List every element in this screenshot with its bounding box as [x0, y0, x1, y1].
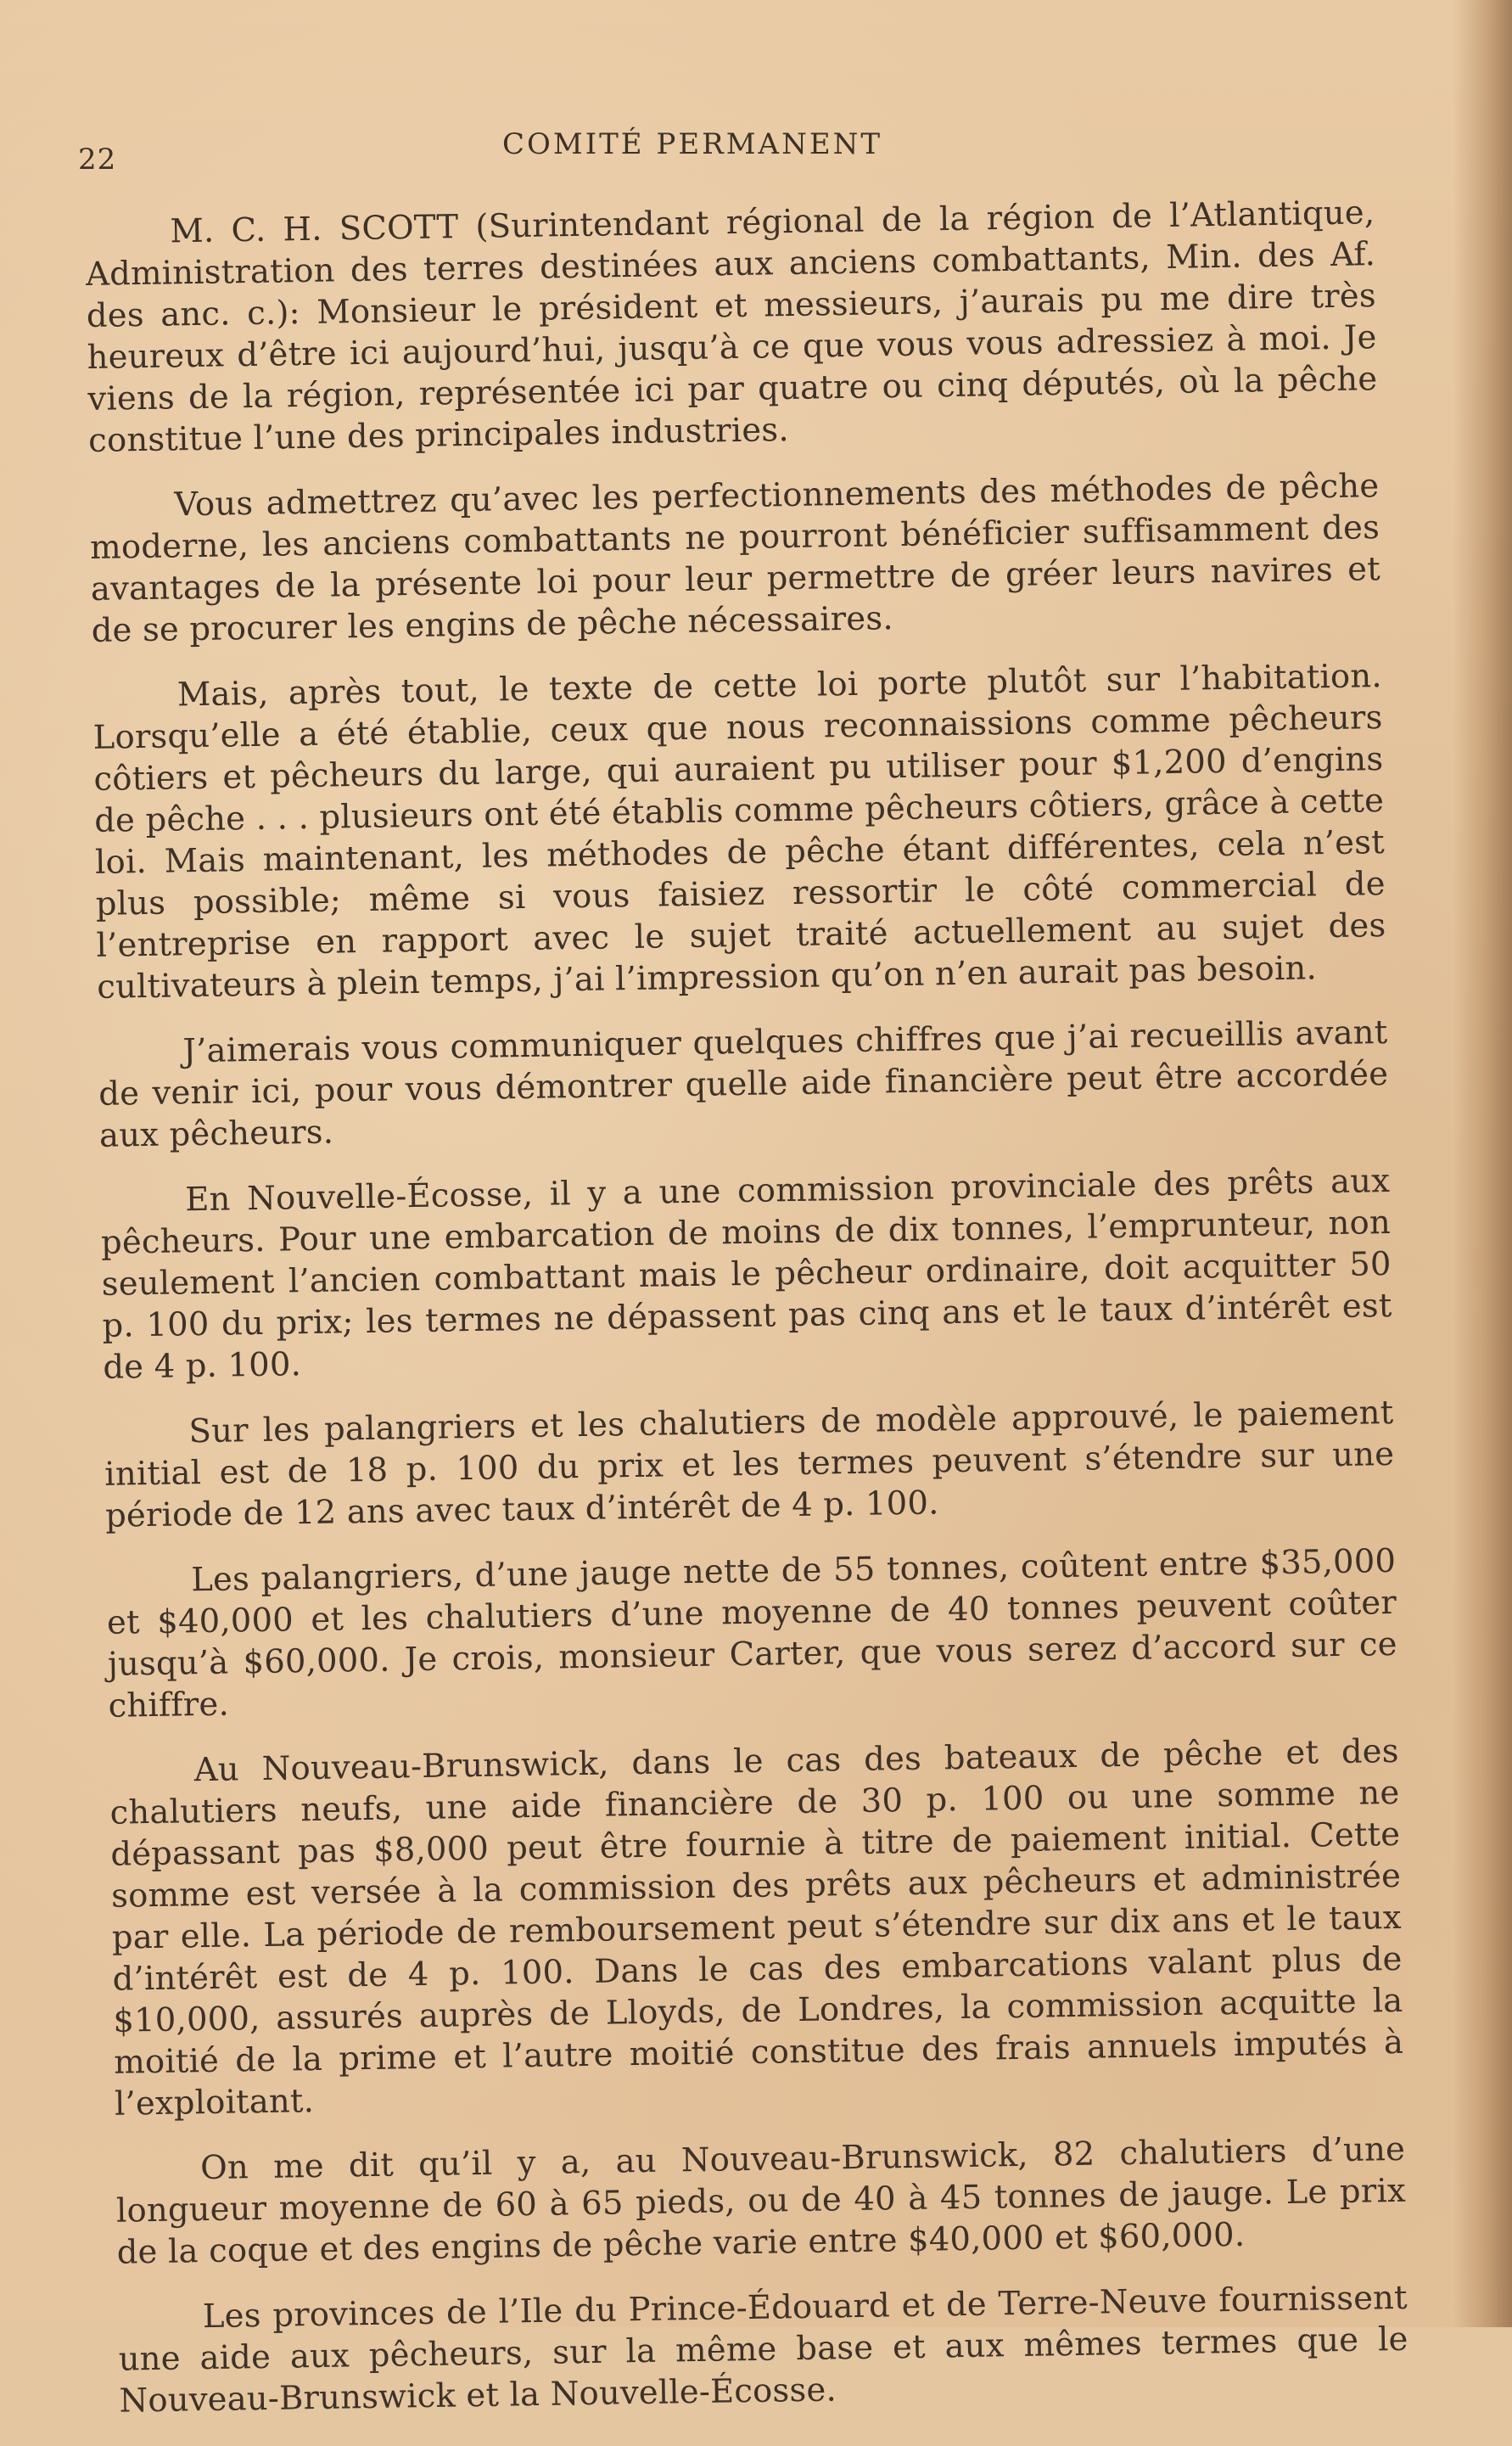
running-head: COMITÉ PERMANENT	[502, 127, 883, 161]
paragraph: J’aimerais vous communiquer quelques chiffres que j’ai recueillis avant de venir ici, pour vous démontrer quelle aide financière peut être accordée aux pêcheurs.	[98, 1013, 1389, 1155]
binding-shadow	[1453, 0, 1512, 2327]
paragraph: En Nouvelle-Écosse, il y a une commission provinciale des prêts aux pêcheurs. Pour une embarcation de moins de dix tonnes, l’emprunteur, non seulement l’ancien combattant mais le pêcheur ordinaire, doit acquitter 50 p. 100 du prix; les termes ne dépassent pas cinq ans et le taux d’intérêt est de 4 p. 100.	[100, 1161, 1392, 1387]
paragraph: Mais, après tout, le texte de cette loi porte plutôt sur l’habitation. Lorsqu’elle a été établie, ceux que nous reconnaissions comme pêcheurs côtiers et pêcheurs du large, qui auraient pu utiliser pour $1,200 d’engins de pêche . . . plusieurs ont été établis comme pêcheurs côtiers, grâce à cette loi. Mais maintenant, les méthodes de pêche étant différentes, cela n’est plus possible; même si vous faisiez ressortir le côté commercial de l’entreprise en rapport avec le sujet traité actuellement au sujet des cultivateurs à plein temps, j’ai l’impression qu’on n’en aurait pas besoin.	[92, 657, 1386, 1007]
paragraph: M. C. H. SCOTT (Surintendant régional de la région de l’Atlantique, Administration des terres destinées aux anciens combattants, Min. des Af. des anc. c.): Monsieur le président et messieurs, j’aurais pu me dire très heureux d’être ici aujourd’hui, jusqu’à ce que vous vous adressiez à moi. Je viens de la région, représentée ici par quatre ou cinq députés, où la pêche constitue l’une des principales industries.	[85, 194, 1378, 460]
paragraph: On me dit qu’il y a, au Nouveau-Brunswick, 82 chalutiers d’une longueur moyenne de 60 à 65 pieds, ou de 40 à 45 tonnes de jauge. Le prix de la coque et des engins de pêche varie entre $40,000 et $60,000.	[115, 2129, 1407, 2272]
page-number: 22	[78, 143, 117, 177]
page-body	[85, 192, 1409, 2446]
paragraph: Au Nouveau-Brunswick, dans le cas des bateaux de pêche et des chalutiers neufs, une aide financière de 30 p. 100 ou une somme ne dépassant pas $8,000 peut être fournie à titre de paiement initial. Cette somme est versée à la commission des prêts aux pêcheurs et administrée par elle. La période de remboursement peut s’étendre sur dix ans et le taux d’intérêt est de 4 p. 100. Dans le cas des embarcations valant plus de $10,000, assurés auprès de Lloyds, de Londres, la commission acquitte la moitié de la prime et l’autre moitié constitue des frais annuels imputés à l’exploitant.	[109, 1731, 1404, 2123]
paragraph: Les provinces de l’Ile du Prince-Édouard et de Terre-Neuve fournissent une aide aux pêcheurs, sur la même base et aux mêmes termes que le Nouveau-Brunswick et la Nouvelle-Écosse.	[118, 2278, 1408, 2421]
paragraph: Vous admettrez qu’avec les perfectionnements des méthodes de pêche moderne, les anciens combattants ne pourront bénéficier suffisamment des avantages de la présente loi pour leur permettre de gréer leurs navires et de se procurer les engins de pêche nécessaires.	[89, 467, 1381, 650]
paragraph: Les palangriers, d’une jauge nette de 55 tonnes, coûtent entre $35,000 et $40,000 et les chalutiers d’une moyenne de 40 tonnes peuvent coûter jusqu’à $60,000. Je crois, monsieur Carter, que vous serez d’accord sur ce chiffre.	[106, 1541, 1398, 1725]
page-header	[78, 127, 1385, 178]
paragraph: Sur les palangriers et les chalutiers de modèle approuvé, le paiement initial est de 18 p. 100 du prix et les termes peuvent s’étendre sur une période de 12 ans avec taux d’intérêt de 4 p. 100.	[104, 1393, 1395, 1535]
